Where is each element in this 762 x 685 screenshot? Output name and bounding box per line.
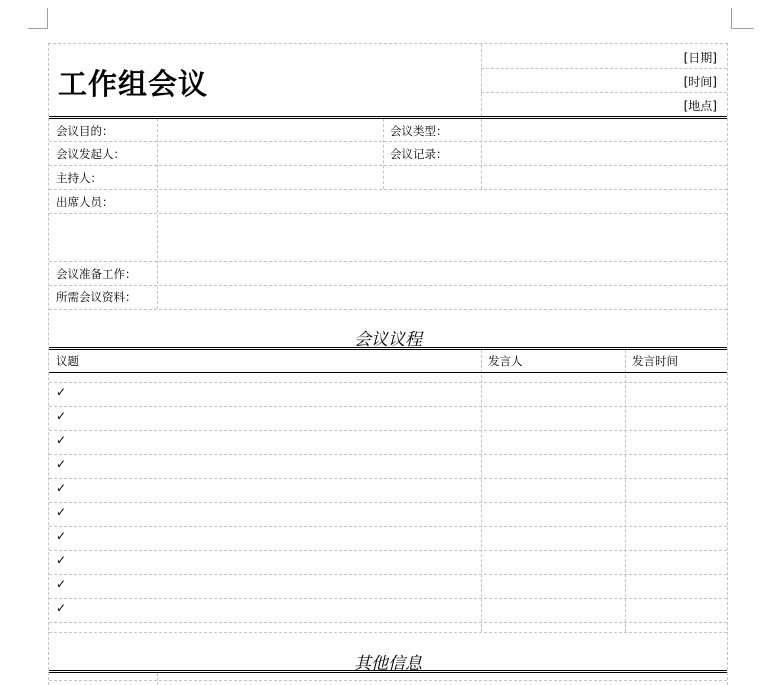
agenda-item-check[interactable]: ✓ xyxy=(56,553,67,567)
materials-label: 所需会议资料： xyxy=(56,290,137,304)
time-field[interactable]: [时间] xyxy=(683,75,717,89)
agenda-item-check[interactable]: ✓ xyxy=(56,577,67,591)
row-line xyxy=(49,680,727,681)
preparation-label: 会议准备工作： xyxy=(56,267,137,281)
crop-mark-top-left xyxy=(28,8,48,29)
date-field[interactable]: [日期] xyxy=(683,51,717,65)
row-line xyxy=(49,574,727,575)
row-line xyxy=(49,632,727,633)
speaker-column-divider xyxy=(481,350,482,632)
row-line xyxy=(49,406,727,407)
attendees-label: 出席人员： xyxy=(56,195,114,209)
agenda-item-check[interactable]: ✓ xyxy=(56,505,67,519)
column-header-topic: 议题 xyxy=(56,354,79,368)
row-line xyxy=(49,526,727,527)
recorder-label: 会议记录： xyxy=(390,147,448,161)
info-middle-divider xyxy=(383,119,384,189)
row-line xyxy=(49,550,727,551)
row-line xyxy=(49,189,727,190)
agenda-item-check[interactable]: ✓ xyxy=(56,601,67,615)
row-line xyxy=(49,285,727,286)
row-line xyxy=(49,430,727,431)
agenda-header-rule xyxy=(49,372,727,373)
row-line xyxy=(49,141,727,142)
other-info-heading: 其他信息 xyxy=(354,654,422,674)
column-header-speaker: 发言人 xyxy=(488,354,523,368)
agenda-item-check[interactable]: ✓ xyxy=(56,385,67,399)
row-line xyxy=(49,598,727,599)
row-line xyxy=(49,478,727,479)
agenda-item-check[interactable]: ✓ xyxy=(56,481,67,495)
meeting-document xyxy=(48,43,728,685)
info-right-divider xyxy=(481,119,482,189)
purpose-label: 会议目的： xyxy=(56,124,114,138)
type-label: 会议类型： xyxy=(390,124,448,138)
row-line xyxy=(49,382,727,383)
row-line xyxy=(49,309,727,310)
header-row-line xyxy=(481,68,727,69)
crop-mark-top-right xyxy=(731,8,754,29)
agenda-item-check[interactable]: ✓ xyxy=(56,409,67,423)
page-title[interactable]: 工作组会议 xyxy=(58,67,209,101)
row-line xyxy=(49,622,727,623)
row-line xyxy=(49,165,727,166)
agenda-item-check[interactable]: ✓ xyxy=(56,457,67,471)
row-line xyxy=(49,502,727,503)
agenda-item-check[interactable]: ✓ xyxy=(56,433,67,447)
header-double-rule xyxy=(49,116,727,119)
other-info-divider xyxy=(157,673,158,685)
time-column-divider xyxy=(625,350,626,632)
host-label: 主持人： xyxy=(56,171,102,185)
other-info-double-rule xyxy=(49,670,727,673)
row-line xyxy=(49,261,727,262)
row-line xyxy=(49,454,727,455)
row-line xyxy=(49,213,727,214)
column-header-time: 发言时间 xyxy=(632,354,678,368)
agenda-heading: 会议议程 xyxy=(354,330,422,350)
header-divider xyxy=(481,44,482,116)
info-label-divider xyxy=(157,119,158,309)
header-row-line xyxy=(481,92,727,93)
agenda-item-check[interactable]: ✓ xyxy=(56,529,67,543)
organizer-label: 会议发起人： xyxy=(56,147,125,161)
location-field[interactable]: [地点] xyxy=(683,99,717,113)
